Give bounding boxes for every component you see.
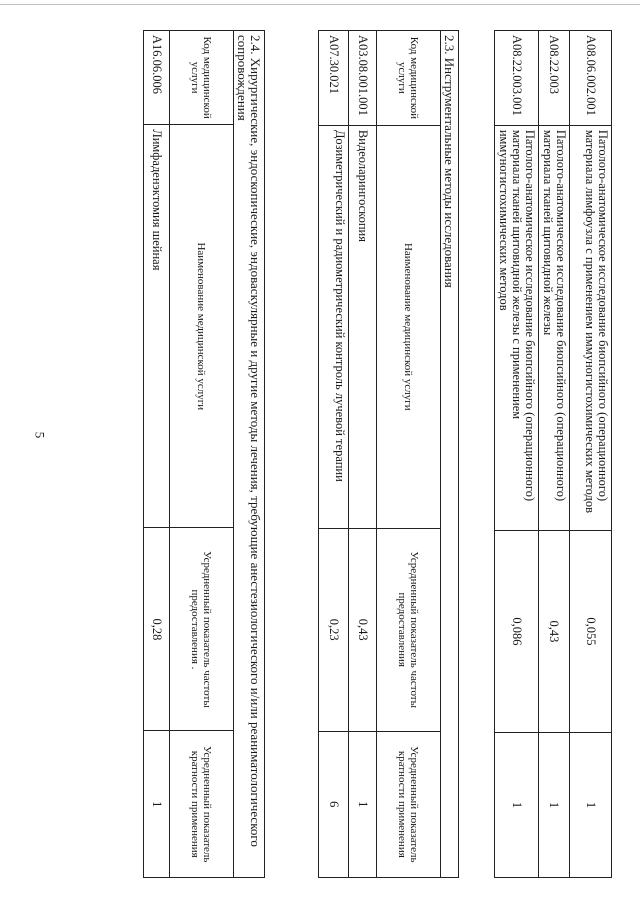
top-border-line: [0, 4, 640, 5]
table-pathology: [494, 30, 612, 878]
cell-code: A08.22.003: [539, 31, 570, 126]
cell-freq: 0,28: [144, 528, 170, 731]
section-title: 2.4. Хирургические, эндоскопические, эндоваскулярные и другие методы лечения, требующие анестезиологического и/или реаниматологического сопровождения: [234, 31, 265, 878]
table-row: [570, 31, 612, 878]
cell-name: Патолого-анатомическое исследование биопсийного (операционного) материала тканей щитовидной железы с применением иммуногистохимических методов: [495, 125, 539, 530]
table-surgical: [143, 30, 265, 878]
cell-mult: 1: [539, 732, 570, 877]
section-title-row: [234, 31, 265, 878]
cell-code: A08.06.002.001: [570, 31, 612, 126]
cell-name: Патолого-анатомическое исследование биопсийного (операционного) материала лимфоузла с применением иммуногистохимических методов: [570, 125, 612, 530]
header-freq: Усредненный показатель частоты предоставления: [377, 528, 441, 731]
cell-code: A03.08.001.001: [349, 31, 377, 126]
table-row: [319, 31, 349, 878]
header-row: [170, 31, 234, 878]
cell-name: Патолого-анатомическое исследование биопсийного (операционного) материала тканей щитовидной железы: [539, 125, 570, 530]
cell-code: A08.22.003.001: [495, 31, 539, 126]
header-row: [377, 31, 441, 878]
table-row: [144, 31, 170, 878]
header-code: Код медицинской услуги: [377, 31, 441, 126]
cell-mult: 1: [495, 732, 539, 877]
header-mult: Усредненный показатель кратности применения: [170, 731, 234, 878]
cell-code: A16.06.006: [144, 31, 170, 125]
cell-mult: 1: [349, 731, 377, 877]
header-code: Код медицинской услуги: [170, 31, 234, 125]
section-title: 2.3. Инструментальные методы исследования: [441, 31, 459, 878]
page-number: 5: [32, 431, 48, 439]
table-row: [349, 31, 377, 878]
cell-name: Видеоларингоскопия: [349, 125, 377, 528]
cell-code: A07.30.021: [319, 31, 349, 126]
header-name: Наименование медицинской услуги: [377, 125, 441, 528]
cell-freq: 0,43: [539, 530, 570, 732]
cell-name: Лимфаденэктомия шейная: [144, 125, 170, 528]
header-name: Наименование медицинской услуги: [170, 125, 234, 528]
cell-freq: 0,086: [495, 530, 539, 732]
cell-mult: 6: [319, 731, 349, 877]
cell-mult: 1: [144, 731, 170, 878]
table-instrumental: [318, 30, 459, 878]
cell-mult: 1: [570, 732, 612, 877]
table-row: [495, 31, 539, 878]
rotated-page-content: [52, 30, 612, 878]
cell-freq: 0,055: [570, 530, 612, 732]
header-mult: Усредненный показатель кратности применения: [377, 731, 441, 877]
cell-freq: 0,43: [349, 528, 377, 731]
section-title-row: [441, 31, 459, 878]
table-row: [539, 31, 570, 878]
cell-name: Дозиметрический и радиометрический контроль лучевой терапии: [319, 125, 349, 528]
cell-freq: 0,23: [319, 528, 349, 731]
header-freq: Усредненный показатель частоты предоставления .: [170, 528, 234, 731]
